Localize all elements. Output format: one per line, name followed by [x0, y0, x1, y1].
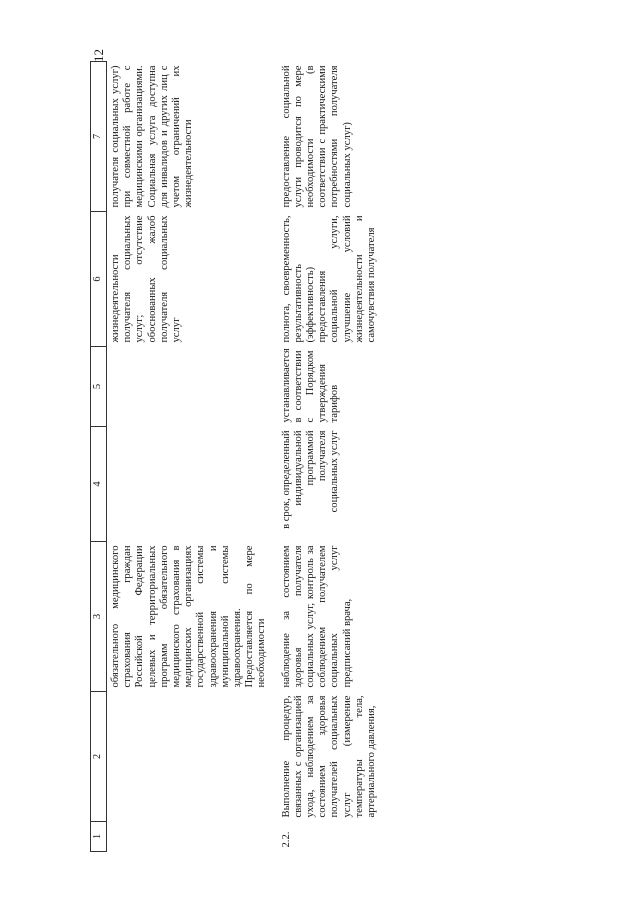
table-row-continuation: [107, 62, 271, 852]
table-row-2-2: [271, 62, 381, 852]
column-header-4: 4: [91, 427, 107, 542]
column-header-6: 6: [91, 212, 107, 347]
column-header-2: 2: [91, 692, 107, 822]
header-row: [91, 62, 107, 852]
cell-indicators: жизнедеятельности получателя социальных услуг; отсутствие обоснованных жалоб получателя социальных услуг: [110, 215, 183, 343]
cell-tariff: [107, 347, 271, 427]
cell-indicators: полнота, своевременность, результативность (эффективность) предоставления социальной услуги, улучшение условий жизнедеятельности и самочувствия получателя: [280, 215, 378, 343]
cell-number: [107, 822, 271, 852]
rotated-table-sheet: [90, 62, 540, 852]
column-header-5: 5: [91, 347, 107, 427]
cell-service-name: [107, 692, 271, 822]
column-header-1: 1: [91, 822, 107, 852]
cell-description: наблюдение за состоянием здоровья получателя социальных услуг, контроль за соблюдением получателем социальных услуг предписаний врача,: [280, 545, 353, 688]
cell-term: в срок, определенный индивидуальной программой получателя социальных услуг: [280, 430, 341, 529]
column-header-3: 3: [91, 542, 107, 692]
cell-term: [107, 427, 271, 542]
cell-number: 2.2.: [280, 831, 292, 848]
page-number: 12: [91, 49, 106, 62]
services-table: [90, 61, 380, 852]
cell-conditions: получателя социальных услуг) при совместной работе с медицинскими организациями. Социальная услуга доступна для инвалидов и других лиц с учетом ограничений их жизнедеятельности: [110, 65, 195, 208]
cell-description: обязательного медицинского страхования граждан Российской Федерации целевых и территориальных программ обязательного медицинского страхования в медицинских организациях государственной системы здравоохранения и муниципальной системы здравоохранения. Предоставляется по мере необходимости: [110, 545, 268, 688]
cell-conditions: предоставление социальной услуги проводится по мере необходимости (в соответствии с практическими потребностями получателя социальных услуг): [280, 65, 353, 208]
cell-service-name: Выполнение процедур, связанных с организацией ухода, наблюдением за состоянием здоровья получателей социальных услуг (измерение температуры тела, артериального давления,: [280, 695, 378, 818]
column-header-7: 7: [91, 62, 107, 212]
cell-tariff: устанавливается в соответствии с Порядком утверждения тарифов: [280, 348, 341, 423]
